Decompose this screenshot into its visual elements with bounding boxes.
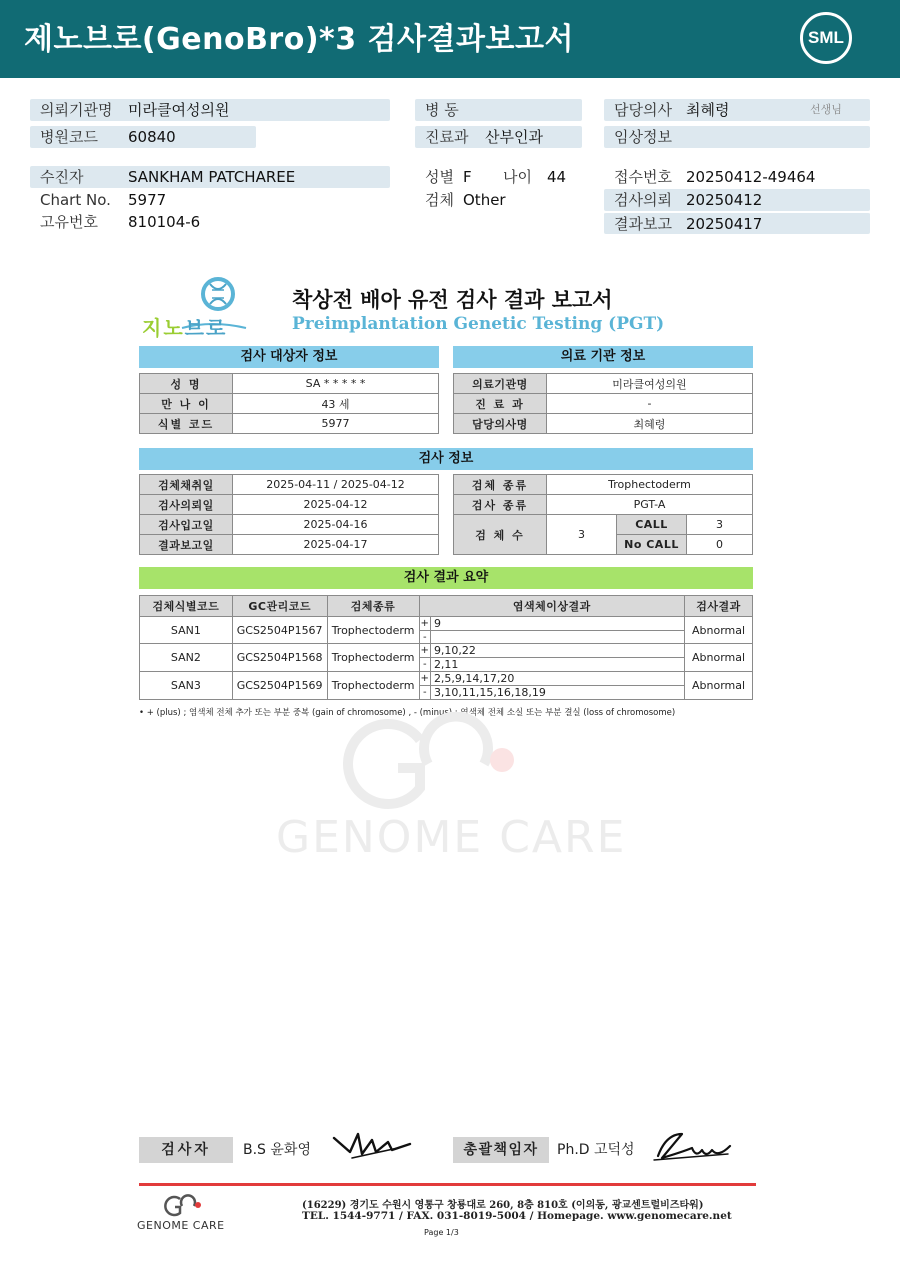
plus-sign: + xyxy=(420,618,429,629)
table-row xyxy=(454,515,753,535)
report-subtitle: Preimplantation Genetic Testing (PGT) xyxy=(292,314,665,334)
field-value: 5977 xyxy=(128,191,167,209)
test-result: Abnormal xyxy=(685,617,753,644)
gain-chromosomes: 9 xyxy=(430,617,684,631)
institution-info-heading: 의료 기관 정보 xyxy=(453,346,753,368)
specimen-type: Trophectoderm xyxy=(327,672,419,700)
field-label: Chart No. xyxy=(40,191,111,209)
field-value: 20250412 xyxy=(686,191,763,209)
table-row xyxy=(140,394,439,414)
table-row xyxy=(454,414,753,434)
ward-field xyxy=(415,99,582,121)
row-value: 2025-04-16 xyxy=(233,515,439,535)
field-label: 진료과 xyxy=(425,128,469,146)
sml-logo: SML xyxy=(800,12,852,64)
hospital-code-field xyxy=(30,126,256,148)
row-label: 담당의사명 xyxy=(454,414,547,434)
page-number: Page 1/3 xyxy=(424,1228,459,1237)
chart-no-field xyxy=(30,189,390,211)
field-label: 고유번호 xyxy=(40,213,98,231)
row-label: 의료기관명 xyxy=(454,374,547,394)
test-specimen-table xyxy=(453,474,753,555)
field-value: 60840 xyxy=(128,128,176,146)
table-row xyxy=(140,414,439,434)
row-label: 검체 종류 xyxy=(454,475,547,495)
doctor-field xyxy=(604,99,870,121)
row-value: 3 xyxy=(547,515,617,555)
tester-label: 검사자 xyxy=(139,1137,233,1163)
test-result: Abnormal xyxy=(685,644,753,672)
table-row xyxy=(140,374,439,394)
row-value: 2025-04-12 xyxy=(233,495,439,515)
summary-table xyxy=(139,595,753,700)
report-title: 착상전 배아 유전 검사 결과 보고서 xyxy=(292,288,613,312)
field-value: 20250412-49464 xyxy=(686,168,816,186)
department-field xyxy=(415,126,582,148)
test-info-heading: 검사 정보 xyxy=(139,448,753,470)
row-value: Trophectoderm xyxy=(547,475,753,495)
table-row xyxy=(140,475,439,495)
field-label: 수진자 xyxy=(40,168,84,186)
report-date-field xyxy=(604,212,870,234)
field-label: 결과보고 xyxy=(614,215,672,233)
request-date-field xyxy=(604,189,870,211)
gc-code: GCS2504P1567 xyxy=(232,617,327,644)
table-row xyxy=(140,515,439,535)
col-header: 검체식별코드 xyxy=(140,596,233,617)
row-value: 43 세 xyxy=(233,394,439,414)
loss-chromosomes: 2,11 xyxy=(430,658,684,672)
genobro-brand xyxy=(142,312,227,341)
row-label: 만 나 이 xyxy=(140,394,233,414)
test-dates-table xyxy=(139,474,439,555)
gc-code: GCS2504P1568 xyxy=(232,644,327,672)
tester-signature-icon xyxy=(332,1130,414,1162)
col-header: GC관리코드 xyxy=(232,596,327,617)
brand-part-1: 지노 xyxy=(142,316,185,340)
field-label: 병원코드 xyxy=(40,128,98,146)
page-title: 제노브로(GenoBro)*3 검사결과보고서 xyxy=(24,22,574,57)
patient-name-field xyxy=(30,166,390,188)
table-row xyxy=(140,495,439,515)
field-value: 20250417 xyxy=(686,215,763,233)
field-label: 접수번호 xyxy=(614,168,672,186)
footer-logo-text: GENOME CARE xyxy=(137,1219,225,1232)
specimen-id: SAN1 xyxy=(140,617,233,644)
nocall-label: No CALL xyxy=(617,535,687,555)
director-label: 총괄책임자 xyxy=(453,1137,549,1163)
nocall-value: 0 xyxy=(687,535,753,555)
row-value: 2025-04-11 / 2025-04-12 xyxy=(233,475,439,495)
plus-sign: + xyxy=(420,673,429,684)
summary-footnote: • + (plus) ; 염색체 전체 추가 또는 부분 중복 (gain of chromosome) , - (minus) ; 염색체 전체 소실 또는 부분 결실 (loss of chromosome) xyxy=(139,708,676,718)
director-name: Ph.D 고덕성 xyxy=(557,1142,635,1158)
loss-chromosomes: 3,10,11,15,16,18,19 xyxy=(430,686,684,700)
row-label: 진 료 과 xyxy=(454,394,547,414)
age-value: 44 xyxy=(547,168,567,186)
watermark-text: GENOME CARE xyxy=(276,812,627,863)
minus-sign: - xyxy=(419,686,430,700)
receipt-no-field xyxy=(604,166,870,188)
minus-sign: - xyxy=(419,658,430,672)
field-label: 담당의사 xyxy=(614,101,672,119)
footer-divider xyxy=(139,1183,756,1186)
call-value: 3 xyxy=(687,515,753,535)
row-label: 식별 코드 xyxy=(140,414,233,434)
table-row xyxy=(454,374,753,394)
field-value: 미라클여성의원 xyxy=(128,101,230,119)
gain-chromosomes: 9,10,22 xyxy=(430,644,684,658)
table-row xyxy=(140,644,753,658)
specimen-id: SAN3 xyxy=(140,672,233,700)
row-label: 검사의뢰일 xyxy=(140,495,233,515)
table-row xyxy=(140,535,439,555)
age-label: 나이 xyxy=(503,168,532,186)
summary-heading: 검사 결과 요약 xyxy=(139,567,753,589)
col-header: 검체종류 xyxy=(327,596,419,617)
institution-field xyxy=(30,99,390,121)
field-value: 산부인과 xyxy=(485,128,543,146)
specimen-id: SAN2 xyxy=(140,644,233,672)
row-value: 5977 xyxy=(233,414,439,434)
brand-part-2: 브로 xyxy=(184,316,228,340)
row-value: 미라클여성의원 xyxy=(547,374,753,394)
plus-sign: + xyxy=(420,645,429,656)
unique-no-field xyxy=(30,211,390,233)
clinical-info-field xyxy=(604,126,870,148)
specimen-field xyxy=(415,189,595,211)
row-label: 검사 종류 xyxy=(454,495,547,515)
field-label: 병 동 xyxy=(425,101,459,119)
table-row xyxy=(454,475,753,495)
footer-address: (16229) 경기도 수원시 영통구 창룡대로 260, 8층 810호 (이의동, 광교센트럴비즈타워) xyxy=(302,1200,704,1211)
field-label: 검사의뢰 xyxy=(614,191,672,209)
row-value: PGT-A xyxy=(547,495,753,515)
gc-code: GCS2504P1569 xyxy=(232,672,327,700)
row-value: 최혜령 xyxy=(547,414,753,434)
row-label: 검체채취일 xyxy=(140,475,233,495)
table-row xyxy=(454,394,753,414)
test-result: Abnormal xyxy=(685,672,753,700)
table-header-row xyxy=(140,596,753,617)
row-label: 결과보고일 xyxy=(140,535,233,555)
sex-value: F xyxy=(463,168,472,186)
row-label: 검 체 수 xyxy=(454,515,547,555)
col-header: 염색체이상결과 xyxy=(419,596,685,617)
subject-info-heading: 검사 대상자 정보 xyxy=(139,346,439,368)
sex-age-field xyxy=(415,166,595,188)
col-header: 검사결과 xyxy=(685,596,753,617)
table-row xyxy=(140,617,753,631)
field-label: 검체 xyxy=(425,191,454,209)
footer-contact: TEL. 1544-9771 / FAX. 031-8019-5004 / Homepage. www.genomecare.net xyxy=(302,1210,732,1222)
sex-label: 성별 xyxy=(425,168,454,186)
row-label: 검사입고일 xyxy=(140,515,233,535)
field-label: 임상정보 xyxy=(614,128,672,146)
institution-info-table xyxy=(453,373,753,434)
gain-chromosomes: 2,5,9,14,17,20 xyxy=(430,672,684,686)
field-value: 810104-6 xyxy=(128,213,201,231)
row-value: SA * * * * * xyxy=(233,374,439,394)
table-row xyxy=(140,672,753,686)
field-value: Other xyxy=(463,191,506,209)
field-label: 의뢰기관명 xyxy=(40,101,113,119)
director-signature-icon xyxy=(652,1128,734,1164)
minus-sign: - xyxy=(419,631,430,644)
subject-info-table xyxy=(139,373,439,434)
loss-chromosomes xyxy=(430,631,684,644)
row-value: - xyxy=(547,394,753,414)
doctor-suffix: 선생님 xyxy=(810,103,842,116)
row-value: 2025-04-17 xyxy=(233,535,439,555)
tester-name: B.S 윤화영 xyxy=(243,1142,311,1158)
row-label: 성 명 xyxy=(140,374,233,394)
header-bar xyxy=(0,0,900,78)
field-value: 최혜령 xyxy=(686,101,730,119)
specimen-type: Trophectoderm xyxy=(327,617,419,644)
specimen-type: Trophectoderm xyxy=(327,644,419,672)
field-value: SANKHAM PATCHAREE xyxy=(128,168,296,186)
call-label: CALL xyxy=(617,515,687,535)
table-row xyxy=(454,495,753,515)
